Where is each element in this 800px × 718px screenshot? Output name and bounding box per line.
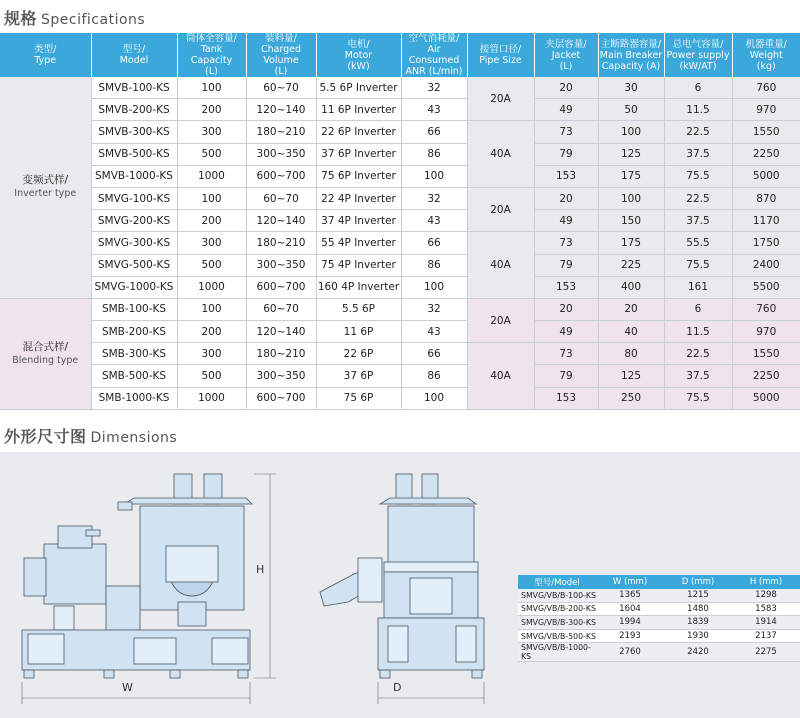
jacket-cell: 73 <box>534 343 598 365</box>
jacket-cell: 73 <box>534 121 598 143</box>
main-breaker-cell: 20 <box>598 298 664 320</box>
spec-row <box>0 387 800 409</box>
specifications-title-zh: 规格 <box>4 9 38 28</box>
spec-row <box>0 210 800 232</box>
charged-volume-cell: 300~350 <box>246 254 316 276</box>
jacket-cell: 153 <box>534 387 598 409</box>
weight-cell: 2250 <box>732 365 800 387</box>
pipe-size-cell: 40A <box>467 121 534 188</box>
dim-h-cell: 1914 <box>732 616 800 630</box>
header-jacket: 夹层容量/ Jacket (L) <box>534 33 598 77</box>
air-consumed-cell: 100 <box>401 387 467 409</box>
motor-cell: 37 6P <box>316 365 401 387</box>
dim-d-cell: 1930 <box>664 629 732 643</box>
front-view-diagram <box>14 462 284 708</box>
tank-capacity-cell: 500 <box>177 254 246 276</box>
dim-d-cell: 1839 <box>664 616 732 630</box>
tank-capacity-cell: 500 <box>177 365 246 387</box>
side-view-machine <box>320 474 484 678</box>
dim-w-cell: 1994 <box>596 616 664 630</box>
charged-volume-cell: 60~70 <box>246 77 316 99</box>
weight-cell: 2400 <box>732 254 800 276</box>
width-label: W <box>122 681 133 694</box>
tank-capacity-cell: 300 <box>177 232 246 254</box>
weight-cell: 870 <box>732 187 800 209</box>
main-breaker-cell: 175 <box>598 232 664 254</box>
dim-row <box>518 629 800 643</box>
charged-volume-cell: 60~70 <box>246 298 316 320</box>
spec-row <box>0 343 800 365</box>
power-supply-cell: 11.5 <box>664 99 732 121</box>
pipe-size-cell: 20A <box>467 298 534 342</box>
charged-volume-cell: 60~70 <box>246 187 316 209</box>
header-air-consumed: 空气消耗量/ Air Consumed ANR (L/min) <box>401 33 467 77</box>
motor-cell: 22 4P Inverter <box>316 187 401 209</box>
weight-cell: 2250 <box>732 143 800 165</box>
air-consumed-cell: 86 <box>401 254 467 276</box>
header-model: 型号/ Model <box>91 33 177 77</box>
pipe-size-cell: 40A <box>467 343 534 410</box>
motor-cell: 75 6P Inverter <box>316 165 401 187</box>
dimensions-title-zh: 外形尺寸图 <box>4 427 87 446</box>
jacket-cell: 79 <box>534 143 598 165</box>
main-breaker-cell: 400 <box>598 276 664 298</box>
jacket-cell: 20 <box>534 77 598 99</box>
spec-row <box>0 99 800 121</box>
power-supply-cell: 75.5 <box>664 254 732 276</box>
power-supply-cell: 22.5 <box>664 187 732 209</box>
pipe-size-cell: 20A <box>467 77 534 121</box>
model-cell: SMVG-100-KS <box>91 187 177 209</box>
pipe-size-cell: 20A <box>467 187 534 231</box>
dim-model-cell: SMVG/VB/B-1000-KS <box>518 643 596 662</box>
air-consumed-cell: 66 <box>401 121 467 143</box>
tank-capacity-cell: 300 <box>177 121 246 143</box>
power-supply-cell: 6 <box>664 298 732 320</box>
specifications-title <box>4 6 145 29</box>
dim-model-cell: SMVG/VB/B-500-KS <box>518 629 596 643</box>
dim-w-cell: 2193 <box>596 629 664 643</box>
front-view-machine <box>22 474 252 678</box>
power-supply-cell: 6 <box>664 77 732 99</box>
dim-w-cell: 1365 <box>596 589 664 602</box>
jacket-cell: 79 <box>534 365 598 387</box>
model-cell: SMVB-1000-KS <box>91 165 177 187</box>
jacket-cell: 73 <box>534 232 598 254</box>
motor-cell: 5.5 6P Inverter <box>316 77 401 99</box>
pipe-size-cell: 40A <box>467 232 534 299</box>
model-cell: SMB-300-KS <box>91 343 177 365</box>
jacket-cell: 49 <box>534 321 598 343</box>
motor-cell: 22 6P <box>316 343 401 365</box>
power-supply-cell: 55.5 <box>664 232 732 254</box>
charged-volume-cell: 120~140 <box>246 99 316 121</box>
charged-volume-cell: 180~210 <box>246 121 316 143</box>
charged-volume-cell: 180~210 <box>246 232 316 254</box>
dim-d-cell: 1215 <box>664 589 732 602</box>
charged-volume-cell: 300~350 <box>246 143 316 165</box>
header-motor: 电机/ Motor (kW) <box>316 33 401 77</box>
motor-cell: 37 6P Inverter <box>316 143 401 165</box>
model-cell: SMVB-100-KS <box>91 77 177 99</box>
jacket-cell: 20 <box>534 298 598 320</box>
air-consumed-cell: 32 <box>401 187 467 209</box>
spec-row <box>0 143 800 165</box>
motor-cell: 11 6P <box>316 321 401 343</box>
main-breaker-cell: 50 <box>598 99 664 121</box>
dim-h-cell: 1583 <box>732 602 800 616</box>
tank-capacity-cell: 1000 <box>177 276 246 298</box>
tank-capacity-cell: 100 <box>177 187 246 209</box>
power-supply-cell: 22.5 <box>664 343 732 365</box>
jacket-cell: 49 <box>534 210 598 232</box>
charged-volume-cell: 180~210 <box>246 343 316 365</box>
dim-header-model: 型号/Model <box>518 575 596 589</box>
power-supply-cell: 37.5 <box>664 365 732 387</box>
air-consumed-cell: 100 <box>401 276 467 298</box>
weight-cell: 1750 <box>732 232 800 254</box>
dim-model-cell: SMVG/VB/B-100-KS <box>518 589 596 602</box>
dim-d-cell: 2420 <box>664 643 732 662</box>
model-cell: SMB-100-KS <box>91 298 177 320</box>
air-consumed-cell: 66 <box>401 343 467 365</box>
tank-capacity-cell: 200 <box>177 210 246 232</box>
dim-row <box>518 602 800 616</box>
jacket-cell: 153 <box>534 165 598 187</box>
model-cell: SMVG-200-KS <box>91 210 177 232</box>
dim-row <box>518 643 800 662</box>
spec-row <box>0 321 800 343</box>
header-charged-volume: 装料量/ Charged Volume (L) <box>246 33 316 77</box>
power-supply-cell: 22.5 <box>664 121 732 143</box>
side-view-diagram <box>318 462 510 708</box>
weight-cell: 970 <box>732 321 800 343</box>
power-supply-cell: 37.5 <box>664 210 732 232</box>
tank-capacity-cell: 300 <box>177 343 246 365</box>
power-supply-cell: 75.5 <box>664 387 732 409</box>
main-breaker-cell: 250 <box>598 387 664 409</box>
dimensions-title-en: Dimensions <box>90 430 178 446</box>
dimensions-table <box>518 575 800 662</box>
charged-volume-cell: 600~700 <box>246 276 316 298</box>
tank-capacity-cell: 200 <box>177 99 246 121</box>
jacket-cell: 49 <box>534 99 598 121</box>
air-consumed-cell: 100 <box>401 165 467 187</box>
dim-w-cell: 1604 <box>596 602 664 616</box>
dim-h-cell: 1298 <box>732 589 800 602</box>
specifications-title-en: Specifications <box>41 12 146 28</box>
dim-header-d: D (mm) <box>664 575 732 589</box>
main-breaker-cell: 225 <box>598 254 664 276</box>
main-breaker-cell: 100 <box>598 121 664 143</box>
power-supply-cell: 161 <box>664 276 732 298</box>
power-supply-cell: 11.5 <box>664 321 732 343</box>
type-cell <box>0 77 91 298</box>
power-supply-cell: 37.5 <box>664 143 732 165</box>
dim-w-cell: 2760 <box>596 643 664 662</box>
motor-cell: 37 4P Inverter <box>316 210 401 232</box>
air-consumed-cell: 43 <box>401 99 467 121</box>
motor-cell: 22 6P Inverter <box>316 121 401 143</box>
weight-cell: 1550 <box>732 121 800 143</box>
dim-row <box>518 589 800 602</box>
header-pipe-size: 接管口径/ Pipe Size <box>467 33 534 77</box>
weight-cell: 1170 <box>732 210 800 232</box>
air-consumed-cell: 66 <box>401 232 467 254</box>
weight-cell: 760 <box>732 77 800 99</box>
charged-volume-cell: 300~350 <box>246 365 316 387</box>
dim-header-w: W (mm) <box>596 575 664 589</box>
spec-row <box>0 165 800 187</box>
motor-cell: 11 6P Inverter <box>316 99 401 121</box>
type-en: Blending type <box>12 354 79 366</box>
main-breaker-cell: 175 <box>598 165 664 187</box>
dim-h-cell: 2275 <box>732 643 800 662</box>
dim-model-cell: SMVG/VB/B-300-KS <box>518 616 596 630</box>
main-breaker-cell: 40 <box>598 321 664 343</box>
header-type: 类型/ Type <box>0 33 91 77</box>
tank-capacity-cell: 100 <box>177 77 246 99</box>
jacket-cell: 153 <box>534 276 598 298</box>
air-consumed-cell: 32 <box>401 298 467 320</box>
type-zh: 变频式样/ <box>22 174 69 187</box>
spec-row <box>0 254 800 276</box>
height-label: H <box>256 563 265 576</box>
weight-cell: 1550 <box>732 343 800 365</box>
spec-row <box>0 232 800 254</box>
main-breaker-cell: 125 <box>598 365 664 387</box>
tank-capacity-cell: 1000 <box>177 387 246 409</box>
tank-capacity-cell: 200 <box>177 321 246 343</box>
spec-row <box>0 365 800 387</box>
air-consumed-cell: 86 <box>401 143 467 165</box>
spec-row <box>0 187 800 209</box>
spec-row <box>0 276 800 298</box>
main-breaker-cell: 150 <box>598 210 664 232</box>
weight-cell: 760 <box>732 298 800 320</box>
type-en: Inverter type <box>14 188 77 200</box>
spec-row <box>0 298 800 320</box>
header-power-supply: 总电气容量/ Power supply (kW/AT) <box>664 33 732 77</box>
model-cell: SMVG-300-KS <box>91 232 177 254</box>
weight-cell: 5500 <box>732 276 800 298</box>
dimensions-title <box>4 424 177 447</box>
type-cell <box>0 298 91 409</box>
charged-volume-cell: 120~140 <box>246 210 316 232</box>
model-cell: SMVB-300-KS <box>91 121 177 143</box>
main-breaker-cell: 80 <box>598 343 664 365</box>
charged-volume-cell: 600~700 <box>246 387 316 409</box>
model-cell: SMVB-500-KS <box>91 143 177 165</box>
jacket-cell: 20 <box>534 187 598 209</box>
tank-capacity-cell: 500 <box>177 143 246 165</box>
dim-d-cell: 1480 <box>664 602 732 616</box>
header-main-breaker: 主断路器容量/ Main Breaker Capacity (A) <box>598 33 664 77</box>
tank-capacity-cell: 1000 <box>177 165 246 187</box>
spec-row <box>0 77 800 99</box>
depth-label: D <box>393 681 402 694</box>
jacket-cell: 79 <box>534 254 598 276</box>
motor-cell: 160 4P Inverter <box>316 276 401 298</box>
weight-cell: 970 <box>732 99 800 121</box>
charged-volume-cell: 120~140 <box>246 321 316 343</box>
specifications-table <box>0 33 800 410</box>
model-cell: SMB-1000-KS <box>91 387 177 409</box>
dim-header-h: H (mm) <box>732 575 800 589</box>
main-breaker-cell: 100 <box>598 187 664 209</box>
motor-cell: 75 4P Inverter <box>316 254 401 276</box>
air-consumed-cell: 86 <box>401 365 467 387</box>
type-zh: 混合式样/ <box>22 340 69 353</box>
charged-volume-cell: 600~700 <box>246 165 316 187</box>
header-weight: 机器重量/ Weight (kg) <box>732 33 800 77</box>
model-cell: SMVB-200-KS <box>91 99 177 121</box>
dim-h-cell: 2137 <box>732 629 800 643</box>
air-consumed-cell: 43 <box>401 321 467 343</box>
dim-table-body <box>518 589 800 662</box>
main-breaker-cell: 125 <box>598 143 664 165</box>
weight-cell: 5000 <box>732 165 800 187</box>
model-cell: SMVG-500-KS <box>91 254 177 276</box>
dim-header-row <box>518 575 800 589</box>
model-cell: SMB-200-KS <box>91 321 177 343</box>
motor-cell: 55 4P Inverter <box>316 232 401 254</box>
motor-cell: 75 6P <box>316 387 401 409</box>
spec-table-body <box>0 77 800 409</box>
dim-row <box>518 616 800 630</box>
air-consumed-cell: 43 <box>401 210 467 232</box>
air-consumed-cell: 32 <box>401 77 467 99</box>
header-tank-capacity: 筒体全容量/ Tank Capacity (L) <box>177 33 246 77</box>
model-cell: SMVG-1000-KS <box>91 276 177 298</box>
tank-capacity-cell: 100 <box>177 298 246 320</box>
model-cell: SMB-500-KS <box>91 365 177 387</box>
dim-model-cell: SMVG/VB/B-200-KS <box>518 602 596 616</box>
weight-cell: 5000 <box>732 387 800 409</box>
main-breaker-cell: 30 <box>598 77 664 99</box>
motor-cell: 5.5 6P <box>316 298 401 320</box>
spec-row <box>0 121 800 143</box>
power-supply-cell: 75.5 <box>664 165 732 187</box>
spec-header-row <box>0 33 800 77</box>
